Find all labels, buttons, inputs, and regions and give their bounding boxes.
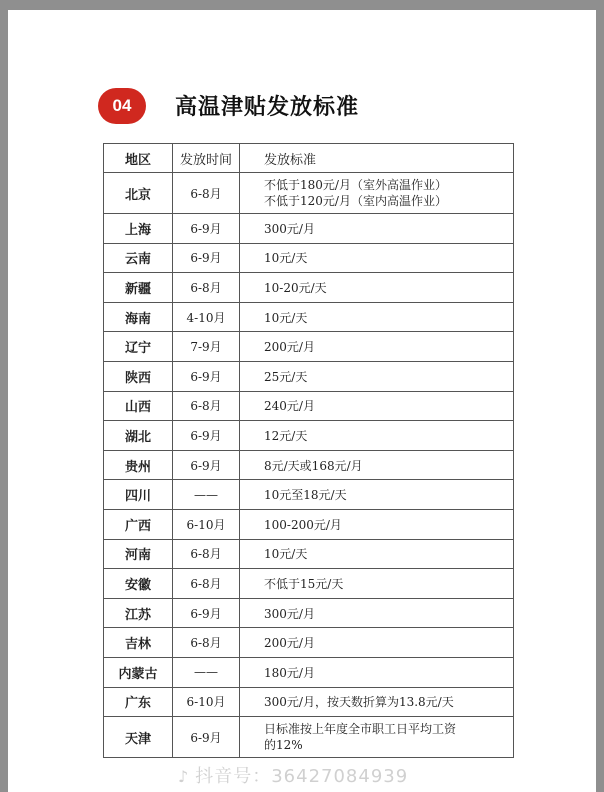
region-cell: 贵州 bbox=[104, 450, 173, 480]
period-cell: 6-9月 bbox=[173, 598, 240, 628]
watermark bbox=[178, 762, 408, 788]
standard-cell: 12元/天 bbox=[240, 421, 514, 451]
period-cell: 6-8月 bbox=[173, 628, 240, 658]
standard-cell: 25元/天 bbox=[240, 361, 514, 391]
region-cell: 新疆 bbox=[104, 273, 173, 303]
standard-cell: 180元/月 bbox=[240, 657, 514, 687]
table-header-row bbox=[104, 144, 514, 173]
table-row bbox=[104, 480, 514, 510]
table-row bbox=[104, 569, 514, 599]
table-row bbox=[104, 509, 514, 539]
period-cell: 6-8月 bbox=[173, 273, 240, 303]
period-cell: 6-8月 bbox=[173, 391, 240, 421]
region-cell: 江苏 bbox=[104, 598, 173, 628]
header-region: 地区 bbox=[104, 144, 173, 173]
table-row bbox=[104, 391, 514, 421]
standard-cell: 300元/月 bbox=[240, 598, 514, 628]
region-cell: 四川 bbox=[104, 480, 173, 510]
standard-cell: 10元/天 bbox=[240, 539, 514, 569]
region-cell: 辽宁 bbox=[104, 332, 173, 362]
period-cell: 6-8月 bbox=[173, 569, 240, 599]
table-row bbox=[104, 332, 514, 362]
standard-cell: 300元/月，按天数折算为13.8元/天 bbox=[240, 687, 514, 717]
tiktok-logo-icon: ♪ bbox=[178, 767, 190, 786]
standard-cell: 300元/月 bbox=[240, 214, 514, 244]
standard-cell: 10元/天 bbox=[240, 243, 514, 273]
standard-cell: 不低于15元/天 bbox=[240, 569, 514, 599]
table-row bbox=[104, 173, 514, 214]
standard-line: 不低于180元/月（室外高温作业） bbox=[264, 178, 447, 192]
region-cell: 广西 bbox=[104, 509, 173, 539]
table-row bbox=[104, 628, 514, 658]
table-row bbox=[104, 450, 514, 480]
region-cell: 河南 bbox=[104, 539, 173, 569]
period-cell: 6-8月 bbox=[173, 173, 240, 214]
header-period: 发放时间 bbox=[173, 144, 240, 173]
allowance-table bbox=[103, 143, 514, 758]
table-row bbox=[104, 717, 514, 758]
standard-cell: 240元/月 bbox=[240, 391, 514, 421]
table-row bbox=[104, 361, 514, 391]
period-cell: 6-9月 bbox=[173, 361, 240, 391]
period-cell: 7-9月 bbox=[173, 332, 240, 362]
watermark-text: 抖音号：36427084939 bbox=[195, 766, 409, 787]
period-cell: 6-8月 bbox=[173, 539, 240, 569]
period-cell: 6-9月 bbox=[173, 421, 240, 451]
standard-cell: 200元/月 bbox=[240, 332, 514, 362]
standard-cell: 10元/天 bbox=[240, 302, 514, 332]
standard-cell bbox=[240, 717, 514, 758]
region-cell: 上海 bbox=[104, 214, 173, 244]
region-cell: 山西 bbox=[104, 391, 173, 421]
period-cell: 6-9月 bbox=[173, 717, 240, 758]
standard-cell: 200元/月 bbox=[240, 628, 514, 658]
standard-cell: 100-200元/月 bbox=[240, 509, 514, 539]
header-standard: 发放标准 bbox=[240, 144, 514, 173]
period-cell: 4-10月 bbox=[173, 302, 240, 332]
region-cell: 湖北 bbox=[104, 421, 173, 451]
table-row bbox=[104, 598, 514, 628]
region-cell: 广东 bbox=[104, 687, 173, 717]
region-cell: 天津 bbox=[104, 717, 173, 758]
region-cell: 海南 bbox=[104, 302, 173, 332]
page-title: 高温津贴发放标准 bbox=[175, 95, 360, 120]
table-row bbox=[104, 302, 514, 332]
section-number-badge: 04 bbox=[98, 88, 146, 124]
standard-cell bbox=[240, 173, 514, 214]
period-cell: 6-9月 bbox=[173, 243, 240, 273]
standard-cell: 10-20元/天 bbox=[240, 273, 514, 303]
table-row bbox=[104, 657, 514, 687]
standard-cell: 8元/天或168元/月 bbox=[240, 450, 514, 480]
period-cell: —— bbox=[173, 657, 240, 687]
standard-line: 不低于120元/月（室内高温作业） bbox=[264, 194, 447, 208]
period-cell: 6-10月 bbox=[173, 509, 240, 539]
period-cell: 6-9月 bbox=[173, 214, 240, 244]
document-page bbox=[8, 10, 596, 792]
standard-line: 日标准按上年度全市职工日平均工资 bbox=[264, 722, 457, 737]
standard-cell: 10元至18元/天 bbox=[240, 480, 514, 510]
table-row bbox=[104, 539, 514, 569]
table-row bbox=[104, 421, 514, 451]
period-cell: 6-10月 bbox=[173, 687, 240, 717]
region-cell: 北京 bbox=[104, 173, 173, 214]
table-row bbox=[104, 687, 514, 717]
region-cell: 内蒙古 bbox=[104, 657, 173, 687]
period-cell: 6-9月 bbox=[173, 450, 240, 480]
table-row bbox=[104, 273, 514, 303]
region-cell: 吉林 bbox=[104, 628, 173, 658]
region-cell: 安徽 bbox=[104, 569, 173, 599]
period-cell: —— bbox=[173, 480, 240, 510]
table-row bbox=[104, 243, 514, 273]
standard-line: 的12% bbox=[264, 738, 303, 753]
region-cell: 陕西 bbox=[104, 361, 173, 391]
region-cell: 云南 bbox=[104, 243, 173, 273]
table-row bbox=[104, 214, 514, 244]
